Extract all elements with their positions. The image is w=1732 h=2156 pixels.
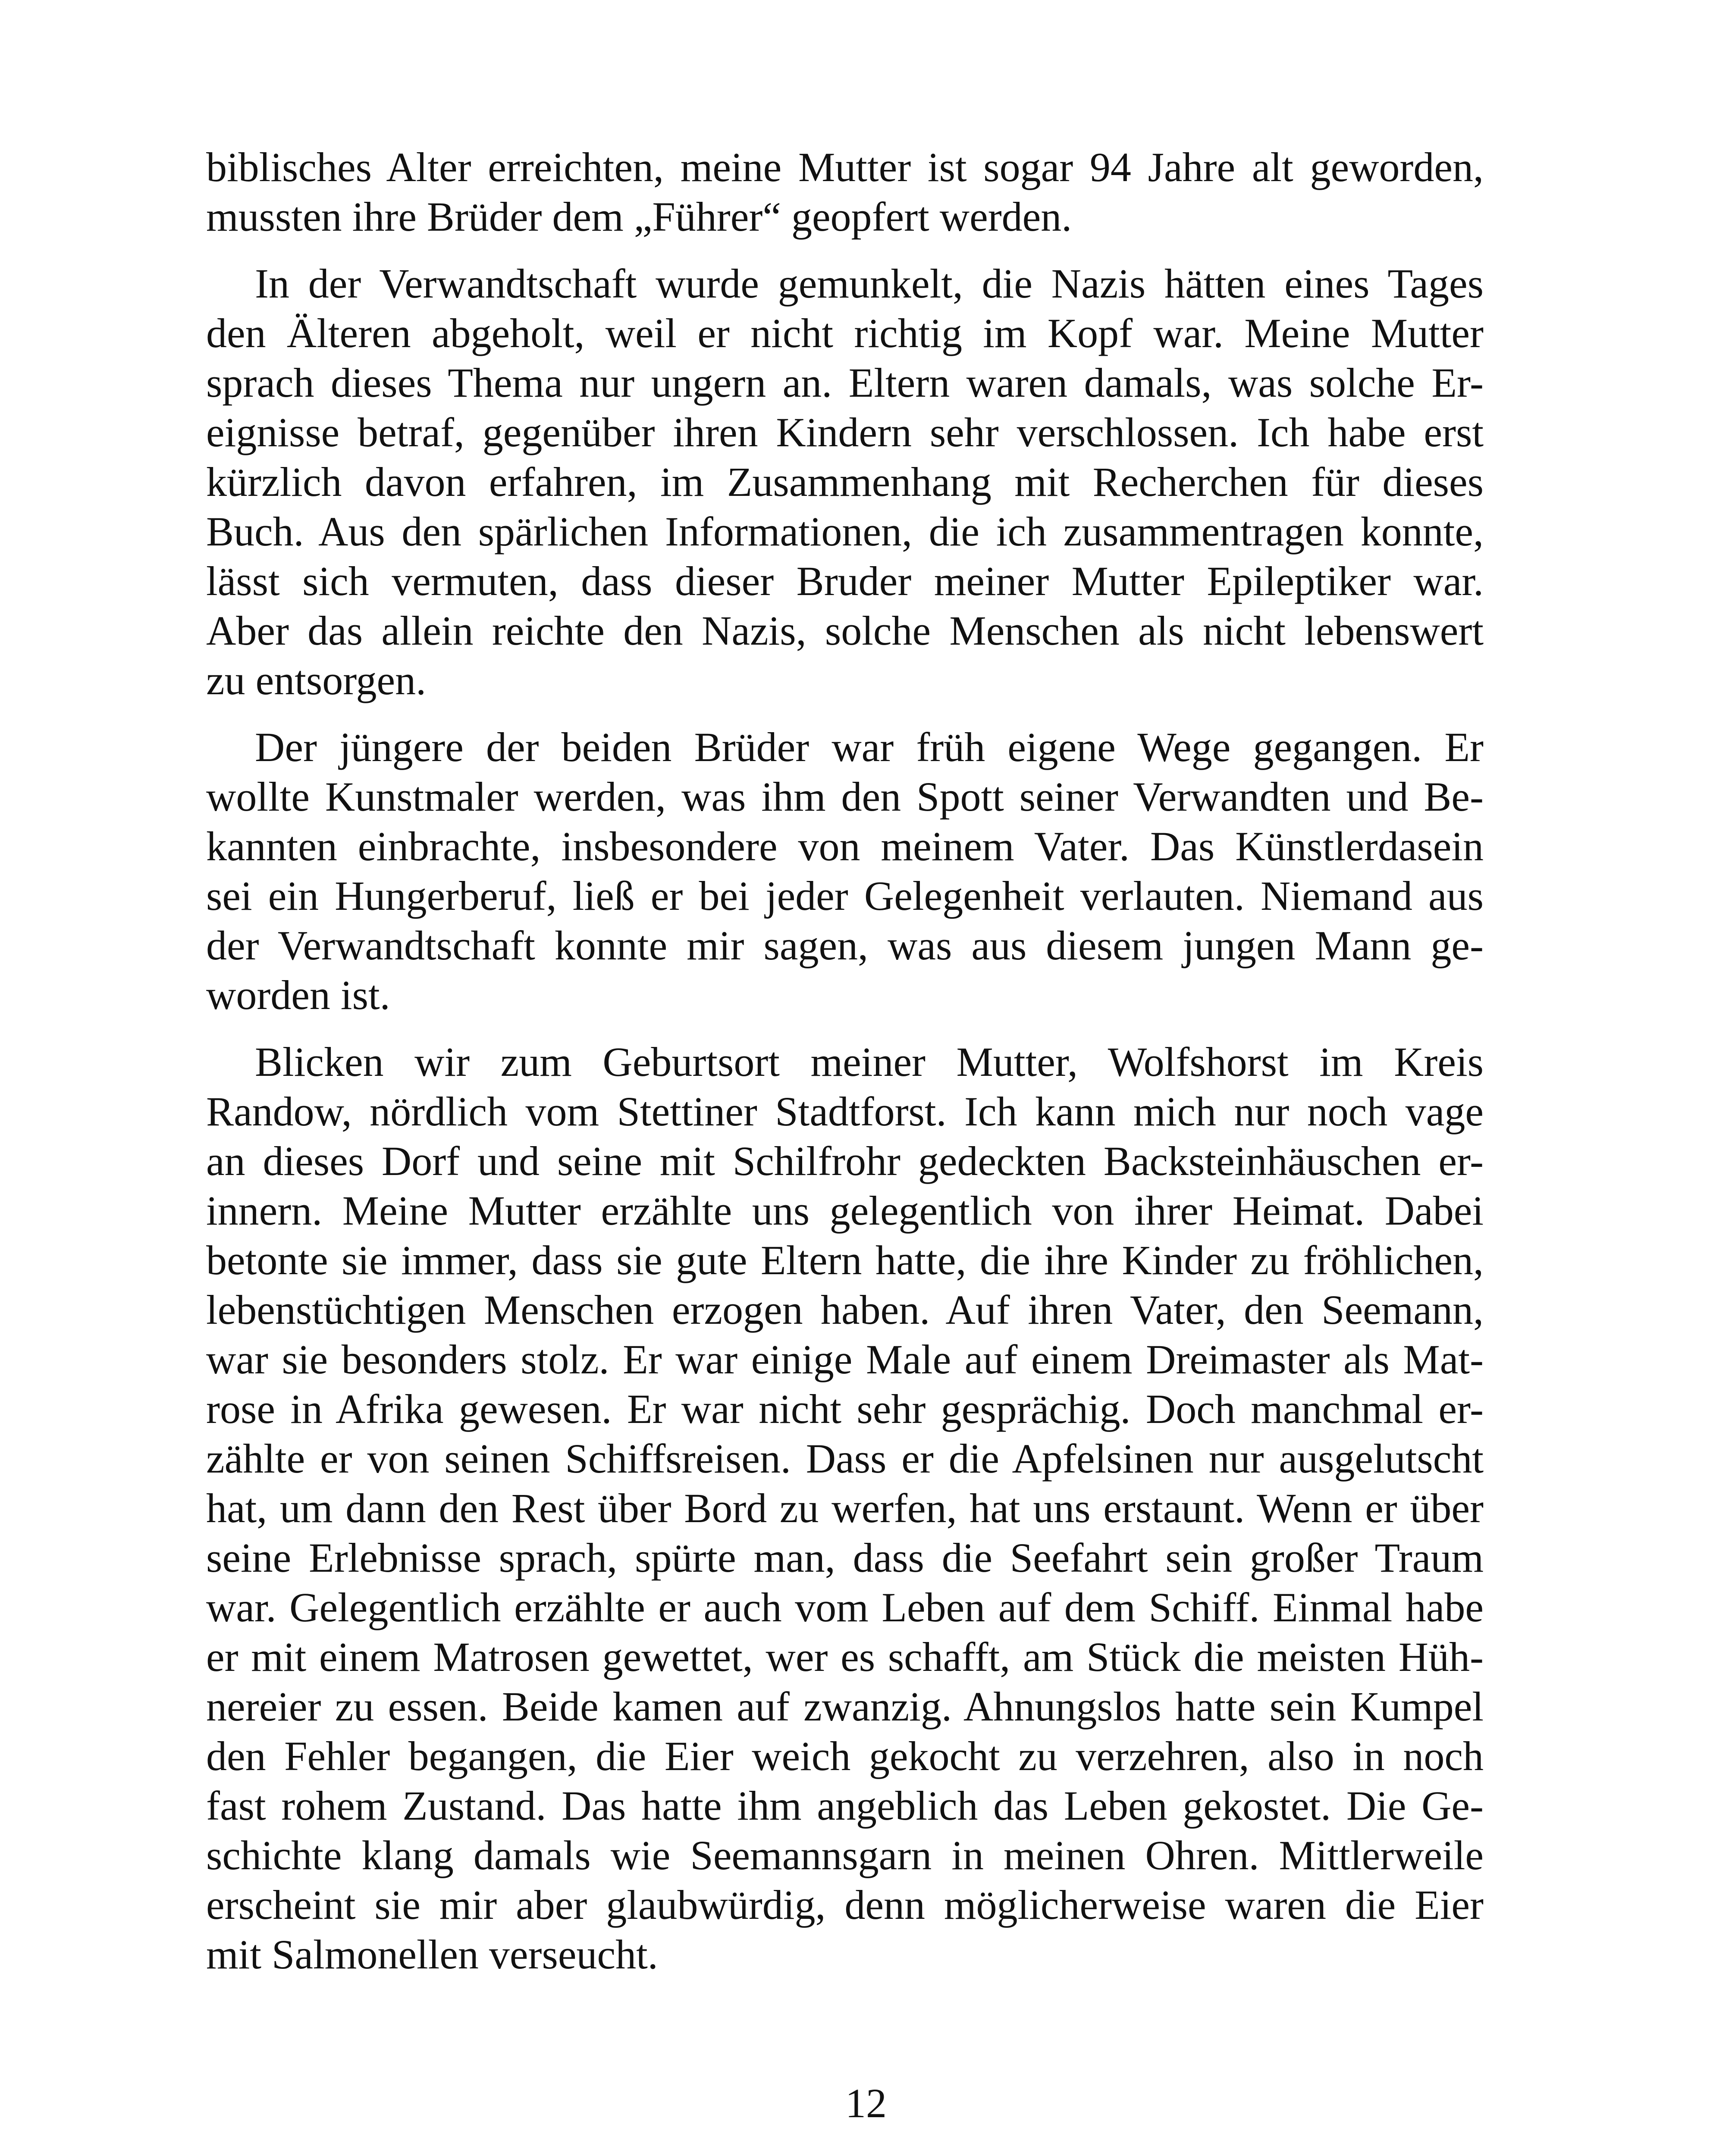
text-line: erscheint sie mir aber glaubwürdig, denn möglicherweise waren die Eier	[206, 1882, 1484, 1928]
text-line: Blicken wir zum Geburtsort meiner Mutter, Wolfshorst im Kreis	[255, 1039, 1484, 1085]
text-line: In der Verwandtschaft wurde gemunkelt, die Nazis hätten eines Tages	[255, 260, 1484, 307]
text-line: zählte er von seinen Schiffsreisen. Dass er die Apfelsinen nur ausgelutscht	[206, 1435, 1484, 1482]
text-line: wollte Kunstmaler werden, was ihm den Spott seiner Verwandten und Be-	[206, 774, 1484, 820]
text-line: betonte sie immer, dass sie gute Eltern hatte, die ihre Kinder zu fröhlichen,	[206, 1237, 1484, 1283]
text-line: war sie besonders stolz. Er war einige Male auf einem Dreimaster als Mat-	[206, 1336, 1484, 1382]
text-line: war. Gelegentlich erzählte er auch vom Leben auf dem Schiff. Einmal habe	[206, 1584, 1484, 1630]
text-line: an dieses Dorf und seine mit Schilfrohr gedeckten Backsteinhäuschen er-	[206, 1138, 1484, 1184]
text-line: den Älteren abgeholt, weil er nicht richtig im Kopf war. Meine Mutter	[206, 310, 1484, 356]
text-line: biblisches Alter erreichten, meine Mutter ist sogar 94 Jahre alt geworden,	[206, 144, 1484, 190]
text-line: eignisse betraf, gegenüber ihren Kindern sehr verschlossen. Ich habe erst	[206, 409, 1484, 455]
text-line: den Fehler begangen, die Eier weich gekocht zu verzehren, also in noch	[206, 1733, 1484, 1779]
text-line: fast rohem Zustand. Das hatte ihm angeblich das Leben gekostet. Die Ge-	[206, 1783, 1484, 1829]
text-line: worden ist.	[206, 972, 390, 1018]
text-line: Buch. Aus den spärlichen Informationen, die ich zusammentragen konnte,	[206, 508, 1484, 555]
text-line: nereier zu essen. Beide kamen auf zwanzig. Ahnungslos hatte sein Kumpel	[206, 1683, 1484, 1730]
paragraph	[206, 259, 1484, 705]
text-line: lebenstüchtigen Menschen erzogen haben. Auf ihren Vater, den Seemann,	[206, 1287, 1484, 1333]
text-line: mit Salmonellen verseucht.	[206, 1931, 658, 1977]
paragraph	[206, 722, 1484, 1020]
text-line: seine Erlebnisse sprach, spürte man, dass die Seefahrt sein großer Traum	[206, 1535, 1484, 1581]
text-line: lässt sich vermuten, dass dieser Bruder meiner Mutter Epileptiker war.	[206, 558, 1484, 604]
text-line: schichte klang damals wie Seemannsgarn in meinen Ohren. Mittlerweile	[206, 1832, 1484, 1878]
paragraph	[206, 1037, 1484, 1979]
text-line: sei ein Hungerberuf, ließ er bei jeder Gelegenheit verlauten. Niemand aus	[206, 873, 1484, 919]
text-line: sprach dieses Thema nur ungern an. Eltern waren damals, was solche Er-	[206, 360, 1484, 406]
text-line: der Verwandtschaft konnte mir sagen, was aus diesem jungen Mann ge-	[206, 922, 1484, 968]
text-line: er mit einem Matrosen gewettet, wer es schafft, am Stück die meisten Hüh-	[206, 1634, 1484, 1680]
text-line: kürzlich davon erfahren, im Zusammenhang mit Recherchen für dieses	[206, 459, 1484, 505]
text-line: hat, um dann den Rest über Bord zu werfen, hat uns erstaunt. Wenn er über	[206, 1485, 1484, 1531]
text-line: rose in Afrika gewesen. Er war nicht sehr gesprächig. Doch manchmal er-	[206, 1386, 1484, 1432]
text-line: Aber das allein reichte den Nazis, solche Menschen als nicht lebenswert	[206, 608, 1484, 654]
text-line: zu entsorgen.	[206, 657, 427, 703]
text-line: kannten einbrachte, insbesondere von meinem Vater. Das Künstlerdasein	[206, 823, 1484, 869]
page-number: 12	[845, 2080, 887, 2126]
text-line: Randow, nördlich vom Stettiner Stadtforst. Ich kann mich nur noch vage	[206, 1088, 1484, 1134]
paragraph	[206, 142, 1484, 241]
body-text	[206, 142, 1484, 1979]
text-line: innern. Meine Mutter erzählte uns gelegentlich von ihrer Heimat. Dabei	[206, 1188, 1484, 1234]
text-line: Der jüngere der beiden Brüder war früh eigene Wege gegangen. Er	[255, 724, 1484, 770]
text-line: mussten ihre Brüder dem „Führer“ geopfert werden.	[206, 194, 1072, 240]
